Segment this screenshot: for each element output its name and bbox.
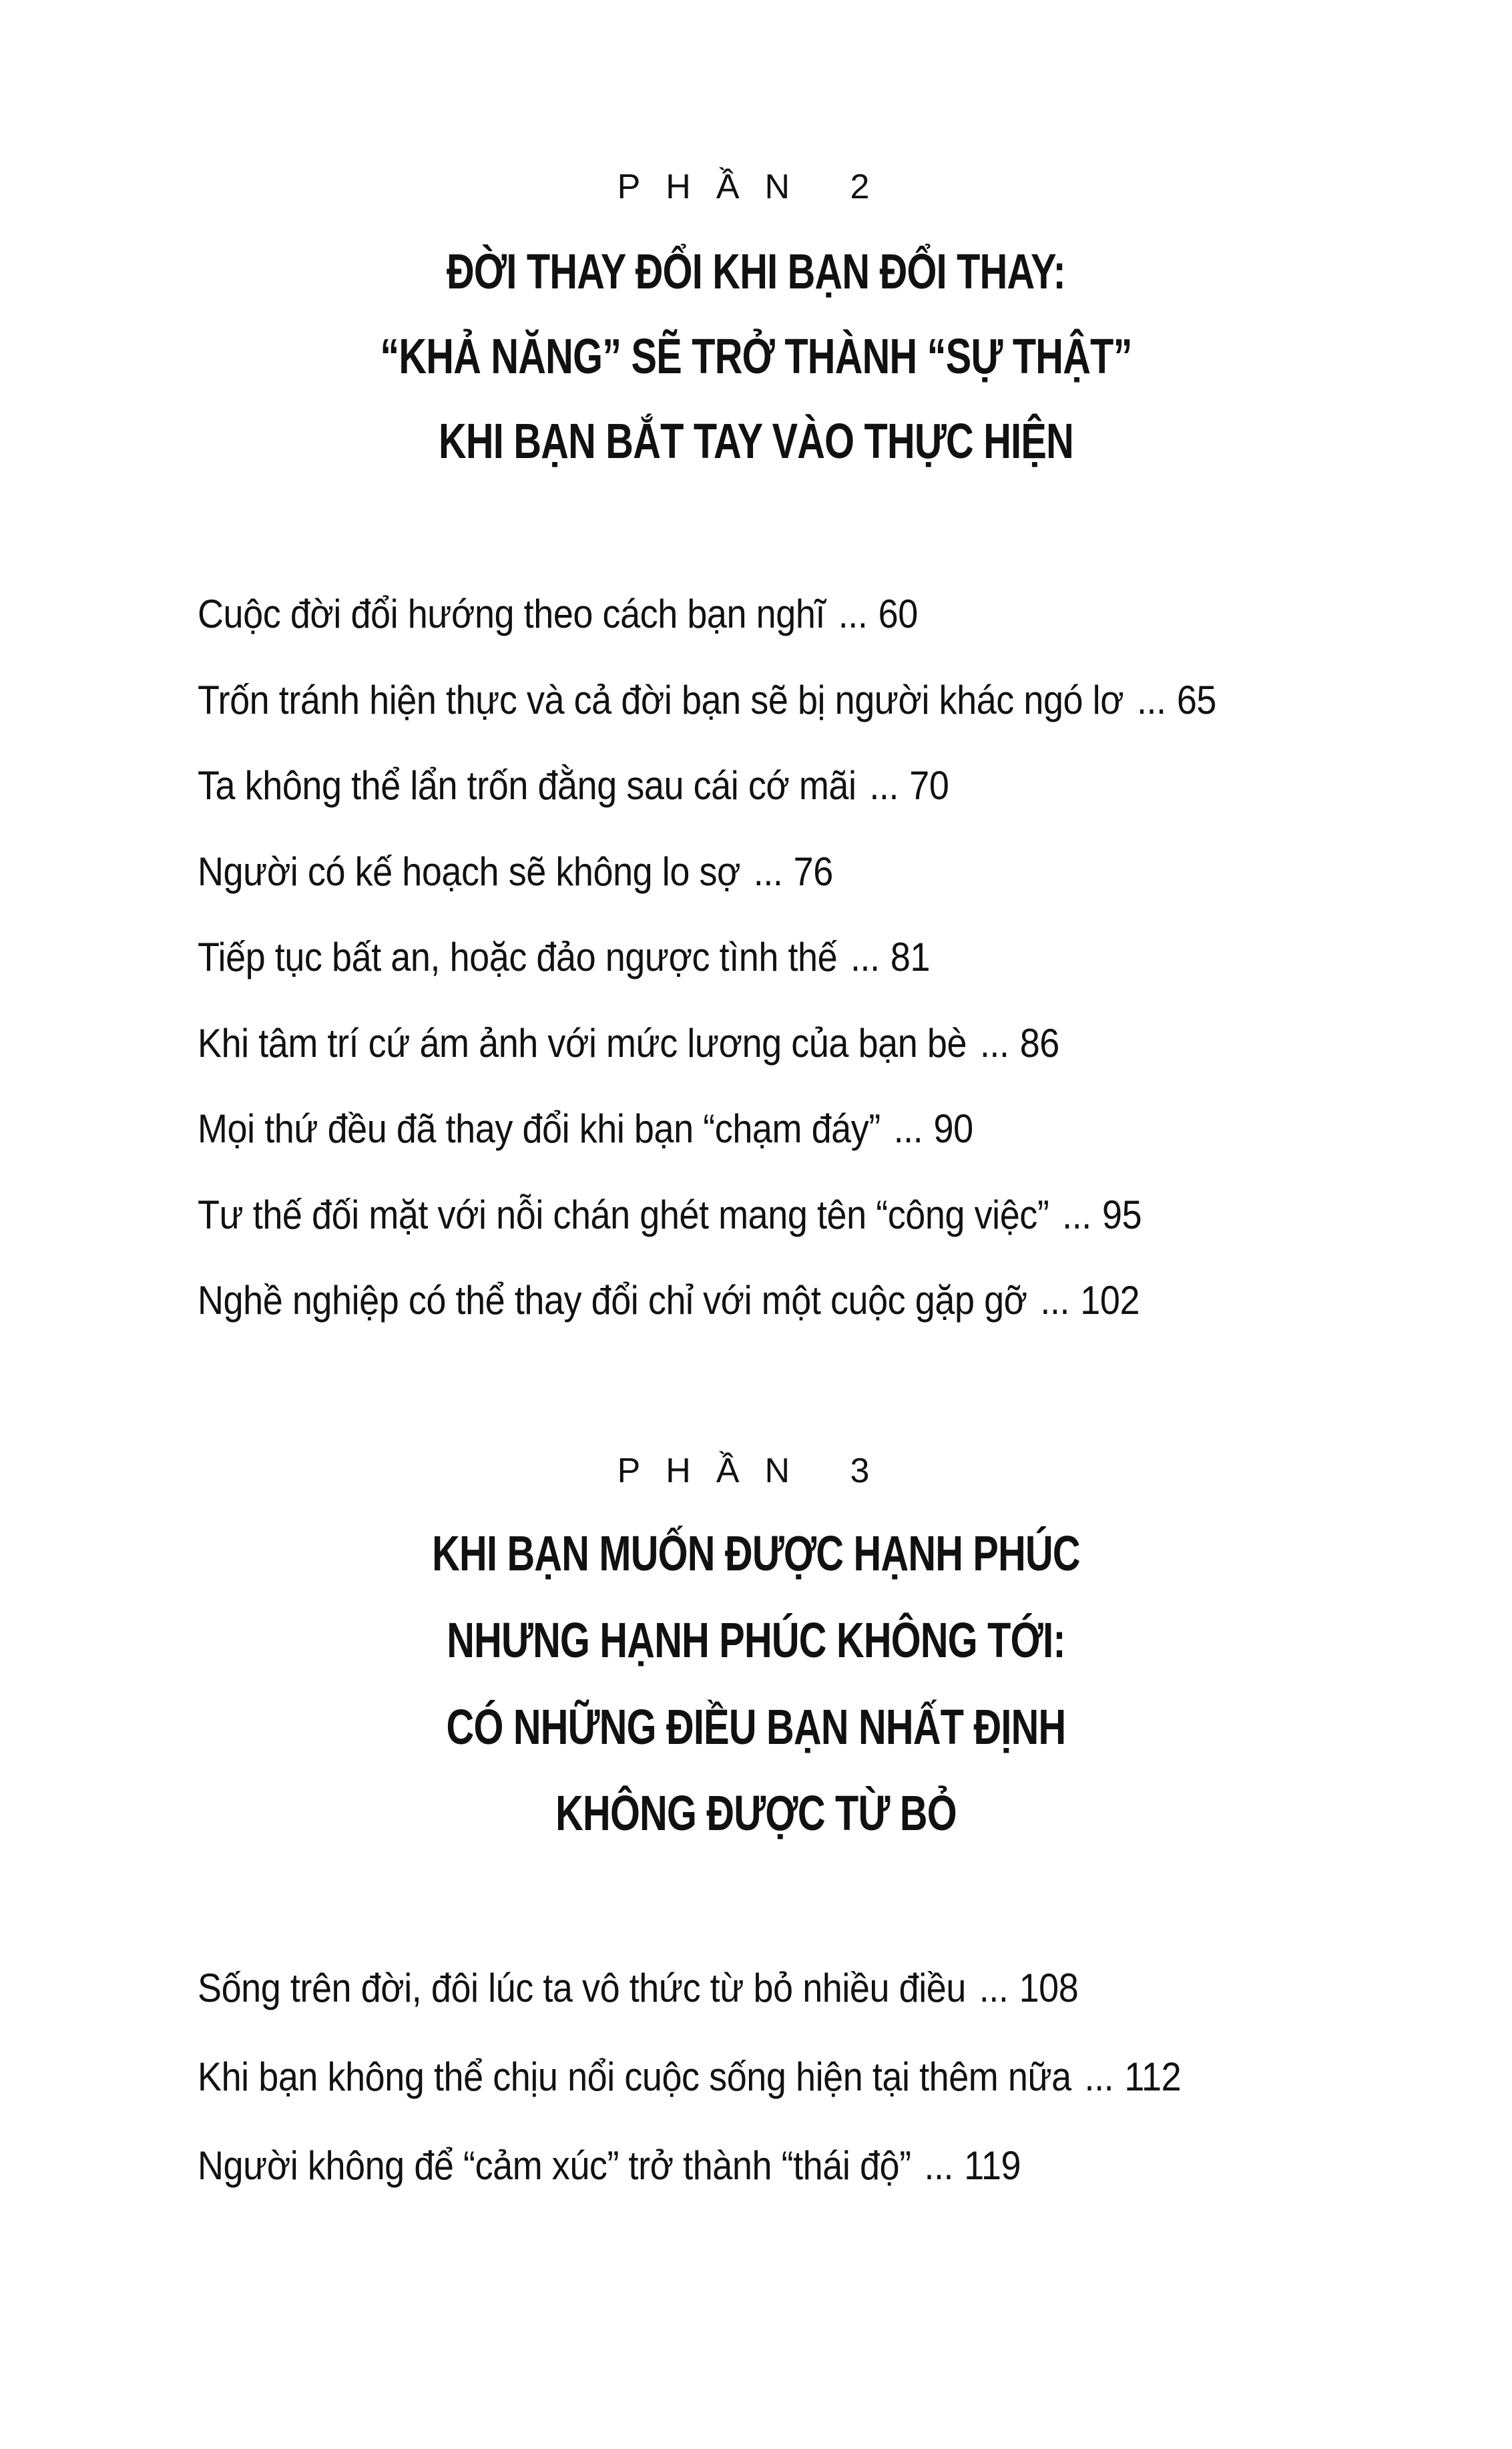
entry-page-number: 102 [1080, 1278, 1140, 1323]
entry-page-number: 70 [909, 763, 949, 808]
toc-entry [198, 677, 1217, 722]
entry-page-number: 90 [933, 1106, 973, 1151]
entry-page-number: 76 [793, 849, 833, 894]
entry-leader: ... [850, 935, 880, 979]
section-title-line: NHƯNG HẠNH PHÚC KHÔNG TỚI: [447, 1612, 1065, 1668]
entry-leader: ... [979, 1020, 1009, 1066]
entry-title: Tư thế đối mặt với nỗi chán ghét mang tên “công việc” [198, 1192, 1049, 1237]
toc-entry [198, 1192, 1142, 1237]
entry-leader: ... [893, 1106, 923, 1151]
section-title-line: KHI BẠN BẮT TAY VÀO THỰC HIỆN [439, 413, 1073, 469]
entry-leader: ... [1136, 677, 1166, 722]
part-label: PHẦN 2 [617, 168, 895, 206]
entry-leader: ... [1062, 1192, 1091, 1237]
section-title-line: ĐỜI THAY ĐỔI KHI BẠN ĐỔI THAY: [446, 244, 1066, 299]
entry-leader: ... [753, 849, 783, 894]
toc-entry [198, 849, 833, 894]
entry-page-number: 108 [1019, 1966, 1079, 2010]
entry-page-number: 86 [1019, 1020, 1059, 1066]
toc-entry [198, 2143, 1021, 2188]
entry-leader: ... [1040, 1278, 1070, 1323]
toc-entry [198, 1278, 1140, 1323]
entry-title: Người không để “cảm xúc” trở thành “thái độ” [198, 2143, 911, 2188]
entry-page-number: 65 [1176, 677, 1217, 722]
toc-entry [198, 1106, 973, 1151]
entry-title: Nghề nghiệp có thể thay đổi chỉ với một cuộc gặp gỡ [198, 1278, 1027, 1323]
entry-title: Ta không thể lẩn trốn đằng sau cái cớ mãi [198, 763, 856, 808]
entry-title: Mọi thứ đều đã thay đổi khi bạn “chạm đáy” [198, 1106, 880, 1151]
toc-entry [198, 937, 930, 977]
entry-title: Tiếp tục bất an, hoặc đảo ngược tình thế [198, 935, 838, 979]
entry-title: Cuộc đời đổi hướng theo cách bạn nghĩ [198, 592, 825, 636]
entry-leader: ... [924, 2143, 954, 2188]
entry-page-number: 81 [890, 935, 931, 979]
entry-leader: ... [838, 592, 868, 636]
section-title-line: KHÔNG ĐƯỢC TỪ BỎ [555, 1785, 957, 1841]
section-title-line: CÓ NHỮNG ĐIỀU BẠN NHẤT ĐỊNH [446, 1699, 1066, 1755]
section-title-line: KHI BẠN MUỐN ĐƯỢC HẠNH PHÚC [432, 1526, 1080, 1581]
entry-page-number: 112 [1124, 2054, 1182, 2099]
entry-page-number: 95 [1102, 1192, 1142, 1237]
toc-entry [198, 763, 949, 808]
toc-entry [198, 1020, 1059, 1066]
entry-title: Sống trên đời, đôi lúc ta vô thức từ bỏ nhiều điều [198, 1966, 966, 2010]
entry-page-number: 60 [878, 592, 918, 636]
entry-title: Khi tâm trí cứ ám ảnh với mức lương của bạn bè [198, 1020, 967, 1066]
entry-leader: ... [1084, 2054, 1114, 2099]
entry-leader: ... [869, 763, 899, 808]
entry-title: Khi bạn không thể chịu nổi cuộc sống hiện tại thêm nữa [198, 2054, 1071, 2099]
toc-entry [198, 1968, 1078, 2008]
entry-page-number: 119 [964, 2143, 1021, 2188]
section-title-line: “KHẢ NĂNG” SẼ TRỞ THÀNH “SỰ THẬT” [380, 328, 1132, 384]
entry-title: Người có kế hoạch sẽ không lo sợ [198, 849, 741, 894]
entry-title: Trốn tránh hiện thực và cả đời bạn sẽ bị người khác ngó lơ [198, 677, 1124, 722]
toc-entry [198, 2054, 1182, 2099]
entry-leader: ... [979, 1966, 1009, 2010]
part-label: PHẦN 3 [617, 1452, 895, 1490]
toc-entry [198, 594, 918, 634]
